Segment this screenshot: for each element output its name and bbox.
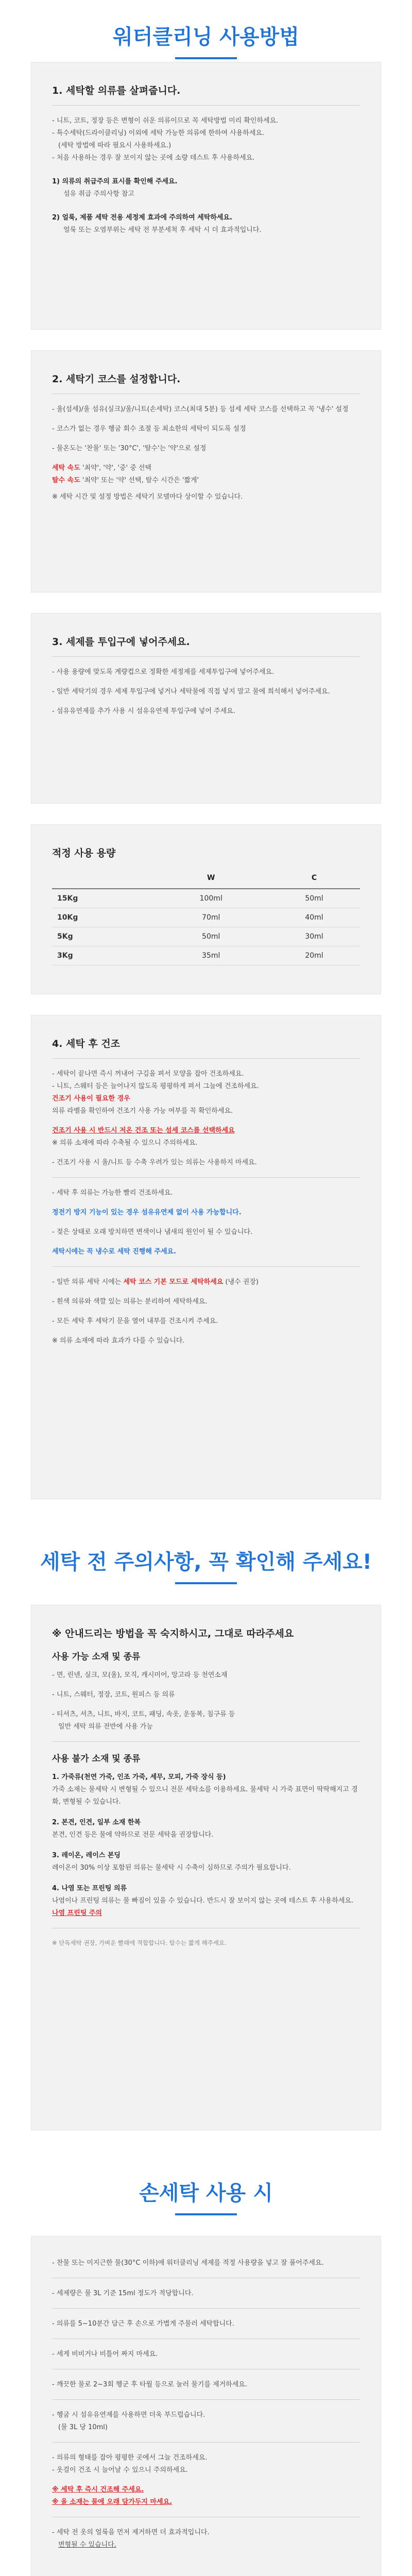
step1-line: - 특수세탁(드라이클리닝) 이외에 세탁 가능한 의류에 한하여 사용하세요. (52, 129, 265, 137)
dose-header: C (268, 868, 360, 889)
dose-cell: 100ml (153, 889, 268, 908)
dose-cell: 50ml (153, 927, 268, 946)
step4-line-d (52, 1276, 360, 1289)
dose-cell: 10Kg (52, 908, 153, 927)
pre-ng-desc: 레이온이 30% 이상 포함된 의류는 물세탁 시 수축이 심하므로 주의가 필요합니다. (52, 1864, 291, 1872)
dose-cell: 35ml (153, 946, 268, 965)
spacer (0, 804, 412, 824)
pre-ng-desc: 나염이나 프린팅 의류는 물 빠짐이 있을 수 있습니다. 반드시 잘 보이지 않는 곳에 테스트 후 사용하세요. (52, 1897, 354, 1905)
dose-header: W (153, 868, 268, 889)
step1-line: - 니트, 코트, 정장 등은 변형이 쉬운 의류이므로 꼭 세탁방법 미리 확인하세요. (52, 117, 279, 125)
divider (52, 105, 360, 106)
step2-note: ※ 세탁 시간 및 설정 방법은 세탁기 모델마다 상이할 수 있습니다. (52, 493, 243, 501)
spacer (0, 994, 412, 1015)
step3-line: - 사용 용량에 맞도록 계량컵으로 정확한 세정제를 세제투입구에 넣어주세요. (52, 668, 274, 676)
hand-lines (52, 2257, 360, 2551)
spacer (0, 330, 412, 350)
pre-ng-title: 3. 레이온, 레이스 본딩 (52, 1852, 121, 1859)
pre-ok-line: 일반 세탁 의류 전반에 사용 가능 (58, 1723, 153, 1731)
table-row (52, 889, 360, 908)
step4-blue2: 세탁시에는 꼭 냉수로 세탁 진행해 주세요. (52, 1248, 177, 1256)
table-row (52, 908, 360, 927)
step3-line: - 일반 세탁기의 경우 세제 투입구에 넣거나 세탁물에 직접 넣지 말고 물에 희석해서 넣어주세요. (52, 688, 330, 696)
spin-speed-label: 탈수 속도 (52, 477, 80, 484)
step1-sub2-title: 2) 얼룩, 제품 세탁 전용 세정제 효과에 주의하여 세탁하세요. (52, 214, 232, 222)
title-underline (175, 57, 237, 59)
step2-wash-speed (52, 462, 360, 474)
section-title-precautions (0, 1546, 412, 1584)
dose-card (31, 824, 381, 994)
pre-ng-heading: 사용 불가 소재 및 종류 (52, 1754, 141, 1764)
dose-table (52, 868, 360, 965)
dose-header-row (52, 868, 360, 889)
step2-line3-prefix: - 물온도는 '찬물' 또는 '30°C', (52, 445, 141, 452)
step4-body (52, 1068, 360, 1347)
divider (52, 2442, 360, 2443)
step2-spin-speed (52, 474, 360, 487)
usage-title: 워터클리닝 사용방법 (113, 25, 299, 49)
step1-heading: 1. 세탁할 의류를 살펴줍니다. (52, 85, 181, 96)
list-item (52, 1883, 360, 1920)
step1-sub1-note: 섬유 취급 주의사항 참고 (63, 190, 134, 198)
hand-line: - 헹굼 시 섬유유연제를 사용하면 더욱 부드럽습니다. (52, 2411, 205, 2419)
hand-line: (물 3L 당 10ml) (58, 2424, 108, 2431)
pre-ng-title: 1. 가죽류(천연 가죽, 인조 가죽, 세무, 모피, 가죽 장식 등) (52, 1773, 226, 1781)
step2-card (31, 350, 381, 592)
pre-ng-red: 나염 프린팅 주의 (52, 1909, 102, 1917)
hand-line: - 찬물 또는 미지근한 물(30°C 이하)에 워터클리닝 세제를 적정 사용량을 넣고 잘 풀어주세요. (52, 2259, 324, 2267)
step4-heading: 4. 세탁 후 건조 (52, 1038, 121, 1049)
step2-line: - 울(섬세)/울 섬유(실크)/울/니트(손세탁) 코스(최대 5분) 등 섬세 세탁 코스를 선택하고 꼭 '냉수' 설정 (52, 405, 349, 413)
dose-cell: 5Kg (52, 927, 153, 946)
dose-cell: 3Kg (52, 946, 153, 965)
hand-card (31, 2236, 381, 2576)
dose-cell: 70ml (153, 908, 268, 927)
step2-line3 (52, 443, 360, 455)
step2-heading: 2. 세탁기 코스를 설정합니다. (52, 374, 181, 385)
dose-cell: 50ml (268, 889, 360, 908)
step4-line-d-suffix: (냉수 권장) (225, 1278, 259, 1286)
step4-line: - 젖은 상태로 오래 방치하면 변색이나 냄새의 원인이 될 수 있습니다. (52, 1228, 253, 1236)
hand-line: - 옷걸이 건조 시 늘어날 수 있으니 주의하세요. (52, 2466, 188, 2474)
divider (52, 2399, 360, 2400)
step1-sub2-note: 얼룩 또는 오염부위는 세탁 전 부분세척 후 세탁 시 더 효과적입니다. (63, 226, 262, 234)
pre-ng-title: 2. 본견, 인견, 일부 소재 한복 (52, 1819, 141, 1826)
step1-line: (세탁 방법에 따라 필요시 사용하세요.) (58, 142, 171, 149)
step4-note: ※ 의류 소재에 따라 효과가 다를 수 있습니다. (52, 1337, 185, 1345)
section-title-handwash (0, 2177, 412, 2215)
step1-line: - 처음 사용하는 경우 잘 보이지 않는 곳에 소량 테스트 후 사용하세요. (52, 154, 255, 162)
step4-red2-note: ※ 의류 소재에 따라 수축될 수 있으니 주의하세요. (52, 1139, 198, 1147)
pre-ng-list (52, 1771, 360, 1920)
pre-warn-heading: ※ 안내드리는 방법을 꼭 숙지하시고, 그대로 따라주세요 (52, 1628, 294, 1639)
hand-line: - 세탁 전 옷의 얼룩을 먼저 제거하면 더 효과적입니다. (52, 2529, 210, 2536)
handwash-title: 손세탁 사용 시 (139, 2181, 273, 2205)
step3-lines (52, 666, 360, 718)
divider (52, 1177, 360, 1178)
step1-sub1-title: 1) 의류의 취급주의 표시를 확인해 주세요. (52, 178, 178, 185)
divider (52, 1741, 360, 1742)
spacer (0, 2130, 412, 2177)
pre-ok-heading: 사용 가능 소재 및 종류 (52, 1652, 141, 1662)
wash-speed-label: 세탁 속도 (52, 464, 80, 472)
hand-red: ※ 세탁 후 즉시 건조해 주세요. (52, 2486, 144, 2494)
pre-ok-lines (52, 1669, 360, 1733)
step1-sub2 (52, 212, 360, 236)
hand-line: - 의류를 5~10분간 담근 후 손으로 가볍게 주물러 세탁합니다. (52, 2320, 234, 2328)
step4-red1: 건조기 사용이 필요한 경우 (52, 1095, 130, 1103)
dose-cell: 20ml (268, 946, 360, 965)
divider (52, 1058, 360, 1059)
pre-ok-line: - 티셔츠, 셔츠, 니트, 바지, 코트, 패딩, 속옷, 운동복, 침구류 등 (52, 1710, 235, 1718)
table-row (52, 946, 360, 965)
divider (52, 1266, 360, 1267)
dose-cell: 15Kg (52, 889, 153, 908)
step4-card (31, 1015, 381, 1499)
divider (52, 656, 360, 657)
step2-line3-suffix: '탈수'는 '약'으로 설정 (143, 445, 207, 452)
pre-ng-desc: 본견, 인견 등은 물에 약하므로 전문 세탁을 권장합니다. (52, 1831, 214, 1839)
step1-sub1 (52, 176, 360, 200)
spacer (0, 2215, 412, 2236)
step4-line: - 세탁이 끝나면 즉시 꺼내어 구김을 펴서 모양을 잡아 건조하세요. (52, 1070, 244, 1078)
table-row (52, 927, 360, 946)
step3-card (31, 613, 381, 804)
dose-cell: 40ml (268, 908, 360, 927)
step1-card (31, 62, 381, 330)
divider (52, 2308, 360, 2309)
step4-line-d-red: 세탁 코스 기본 모드로 세탁하세요 (123, 1278, 224, 1286)
list-item (52, 1771, 360, 1808)
step4-line: - 흰색 의류와 색깔 있는 의류는 분리하여 세탁하세요. (52, 1298, 208, 1306)
step4-line-d-prefix: - 일반 의류 세탁 시에는 (52, 1278, 122, 1286)
spacer (0, 1499, 412, 1546)
pre-ng-note: ※ 단독세탁 권장, 가벼운 빨래에 적합합니다. 탈수는 짧게 해주세요. (52, 1939, 227, 1946)
hand-line: - 깨끗한 물로 2~3회 헹군 후 타월 등으로 눌러 물기를 제거하세요. (52, 2381, 247, 2388)
list-item (52, 1850, 360, 1874)
spacer (0, 592, 412, 613)
dose-header (52, 868, 153, 889)
step4-line: - 세탁 후 의류는 가능한 빨리 건조하세요. (52, 1189, 173, 1197)
spacer (0, 1584, 412, 1605)
hand-line: - 세게 비비거나 비틀어 짜지 마세요. (52, 2350, 158, 2358)
pre-ok-line: - 니트, 스웨터, 정장, 코트, 원피스 등 의류 (52, 1691, 175, 1699)
step3-heading: 3. 세제를 투입구에 넣어주세요. (52, 636, 190, 648)
wash-speed-text: '최약', '약', '중' 중 선택 (82, 464, 152, 472)
step2-lines (52, 403, 360, 503)
step4-red2: 건조기 사용 시 반드시 저온 건조 또는 섬세 코스를 선택하세요 (52, 1127, 235, 1134)
hand-line: 변형될 수 있습니다. (58, 2541, 116, 2549)
precautions-title: 세탁 전 주의사항, 꼭 확인해 주세요! (40, 1550, 372, 1574)
dose-cell: 30ml (268, 927, 360, 946)
pre-ok-line: - 면, 린넨, 실크, 모(울), 모직, 캐시미어, 앙고라 등 천연소재 (52, 1671, 228, 1679)
step4-line: - 니트, 스웨터 등은 늘어나지 않도록 평평하게 펴서 그늘에 건조하세요. (52, 1082, 259, 1090)
dose-title: 적정 사용 용량 (52, 848, 116, 859)
step2-line: - 코스가 없는 경우 헹굼 회수 조절 등 최소한의 세탁이 되도록 설정 (52, 425, 246, 433)
step4-red1-text: 의류 라벨을 확인하여 건조기 사용 가능 여부를 꼭 확인하세요. (52, 1107, 233, 1115)
divider (52, 2338, 360, 2339)
pre-ng-title: 4. 나염 또는 프린팅 의류 (52, 1885, 127, 1892)
hand-line: - 세제량은 물 3L 기준 15ml 정도가 적당합니다. (52, 2290, 194, 2297)
step4-blue1: 정전기 방지 기능이 있는 경우 섬유유연제 없이 사용 가능합니다. (52, 1209, 242, 1216)
step4-line: - 건조기 사용 시 울/니트 등 수축 우려가 있는 의류는 사용하지 마세요. (52, 1159, 257, 1166)
section-title-usage (0, 0, 412, 62)
step4-line: - 모든 세탁 후 세탁기 문을 열어 내부를 건조시켜 주세요. (52, 1317, 218, 1325)
pre-card (31, 1605, 381, 2130)
hand-line: - 의류의 형태를 잡아 평평한 곳에서 그늘 건조하세요. (52, 2454, 208, 2462)
step1-lines (52, 115, 360, 164)
spin-speed-text: '최약' 또는 '약' 선택, 탈수 시간은 '짧게' (82, 477, 199, 484)
hand-red: ※ 울 소재는 물에 오래 담가두지 마세요. (52, 2498, 173, 2506)
list-item (52, 1817, 360, 1841)
pre-ng-desc: 가죽 소재는 물세탁 시 변형될 수 있으니 전문 세탁소를 이용하세요. 물세탁 시 가죽 표면이 딱딱해지고 경화, 변형될 수 있습니다. (52, 1786, 358, 1806)
step3-line: - 섬유유연제를 추가 사용 시 섬유유연제 투입구에 넣어 주세요. (52, 707, 235, 715)
